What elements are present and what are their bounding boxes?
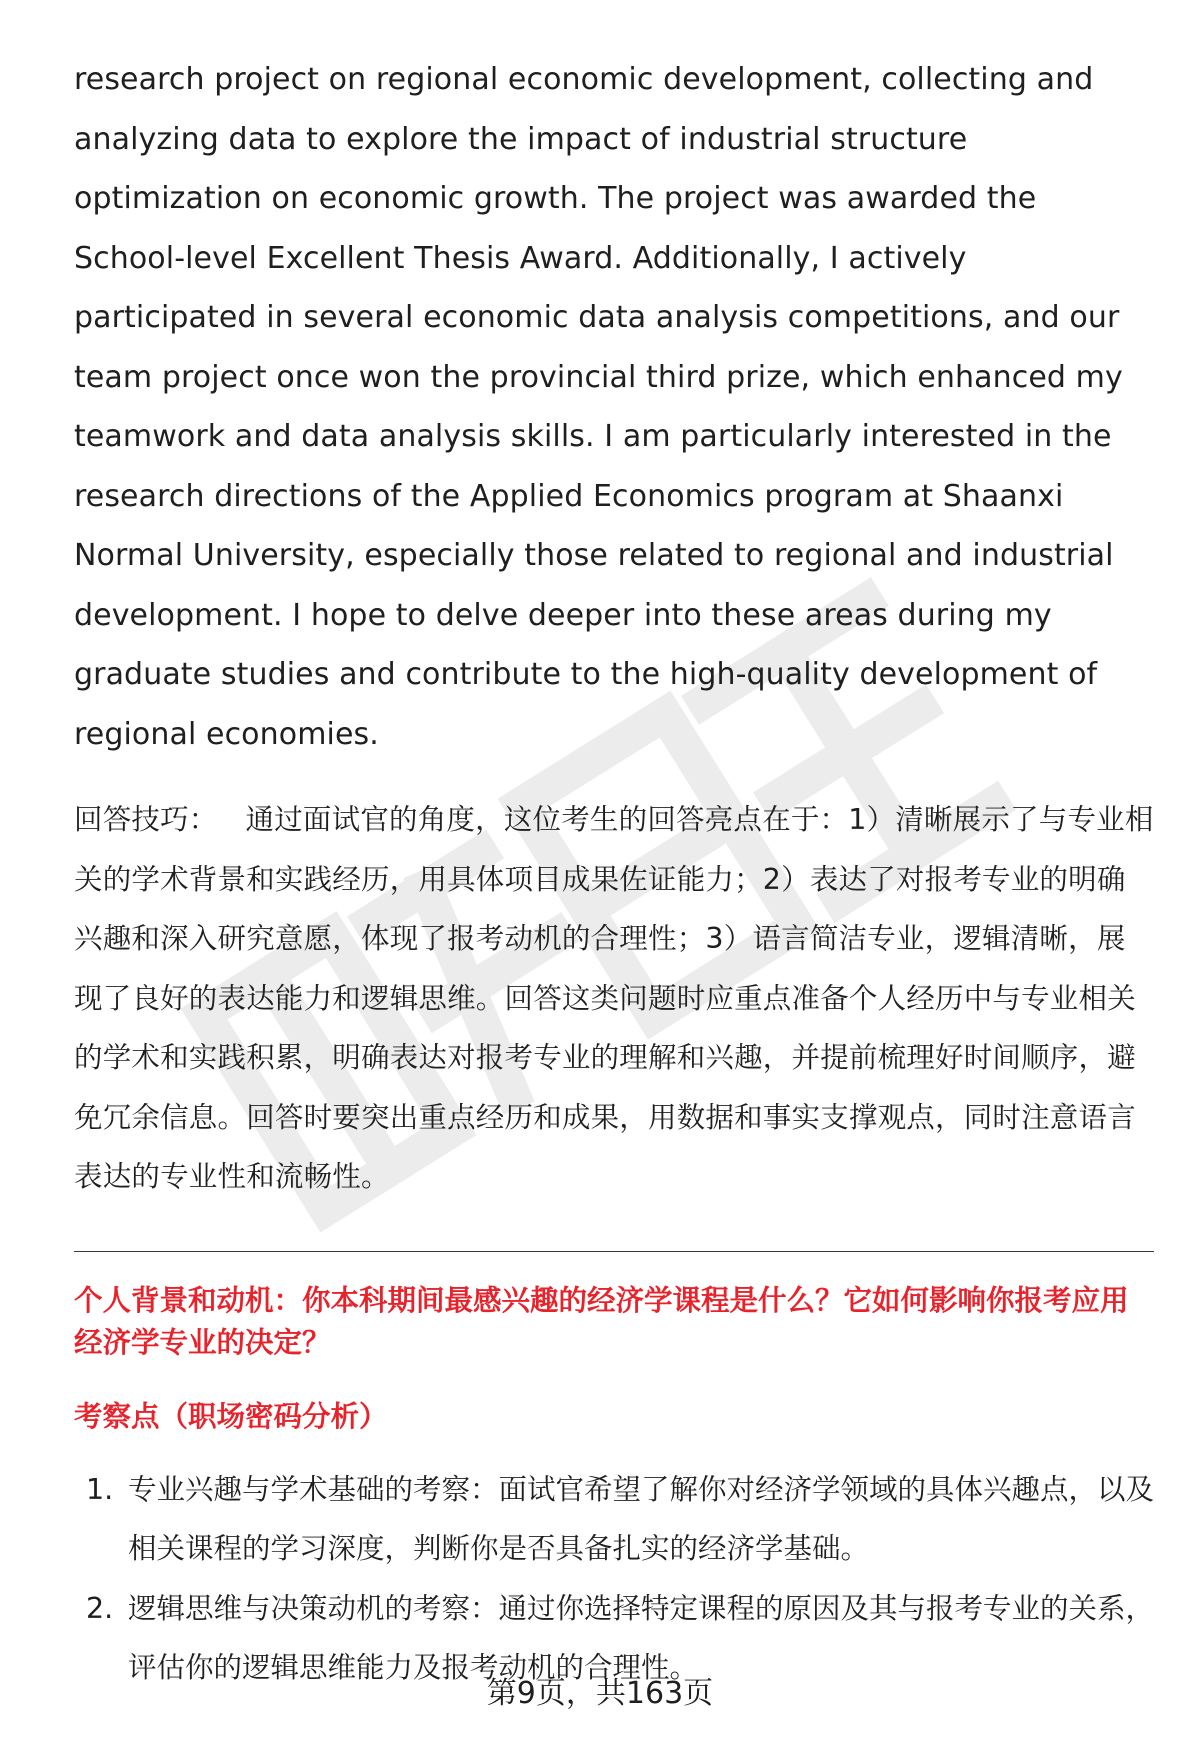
english-answer-paragraph: research project on regional economic development, collecting and analyzing data to explore the impact of industrial structure optimization on economic growth. The project was awarded the School-level Excellent Thesis Award. Additionally, I actively participated in several economic data analysis competitions, and our team project once won the provincial third prize, which enhanced my teamwork and data analysis skills. I am particularly interested in the research directions of the Applied Economics program at Shaanxi Normal University, especially those related to regional and industrial development. I hope to delve deeper into these areas during my graduate studies and contribute to the high-quality development of regional economies. — [74, 62, 1123, 752]
answer-tips-text: 通过面试官的角度，这位考生的回答亮点在于：1）清晰展示了与专业相关的学术背景和实践经历，用具体项目成果佐证能力；2）表达了对报考专业的明确兴趣和深入研究意愿，体现了报考动机的合理性；3）语言简洁专业，逻辑清晰，展现了良好的表达能力和逻辑思维。回答这类问题时应重点准备个人经历中与专业相关的学术和实践积累，明确表达对报考专业的理解和兴趣，并提前梳理好时间顺序，避免冗余信息。回答时要突出重点经历和成果，用数据和事实支撑观点，同时注意语言表达的专业性和流畅性。 — [74, 803, 1154, 1193]
page-content — [74, 50, 1154, 1698]
assessment-points-title: 考察点（职场密码分析） — [74, 1399, 388, 1433]
list-item-number: 1. — [86, 1472, 114, 1506]
question-heading: 个人背景和动机：你本科期间最感兴趣的经济学课程是什么？它如何影响你报考应用经济学专业的决定？ — [74, 1283, 1129, 1359]
assessment-points-list — [74, 1460, 1154, 1698]
list-item-number: 2. — [86, 1591, 114, 1625]
page-number-footer: 第9页，共163页 — [486, 1676, 714, 1711]
section-divider — [74, 1251, 1154, 1252]
list-item — [74, 1460, 1154, 1579]
list-item-text: 专业兴趣与学术基础的考察：面试官希望了解你对经济学领域的具体兴趣点，以及相关课程的学习深度，判断你是否具备扎实的经济学基础。 — [128, 1472, 1155, 1565]
answer-tips-paragraph — [74, 790, 1154, 1207]
answer-tips-label: 回答技巧： — [74, 803, 218, 836]
list-item-text: 逻辑思维与决策动机的考察：通过你选择特定课程的原因及其与报考专业的关系，评估你的逻辑思维能力及报考动机的合理性。 — [128, 1591, 1155, 1684]
